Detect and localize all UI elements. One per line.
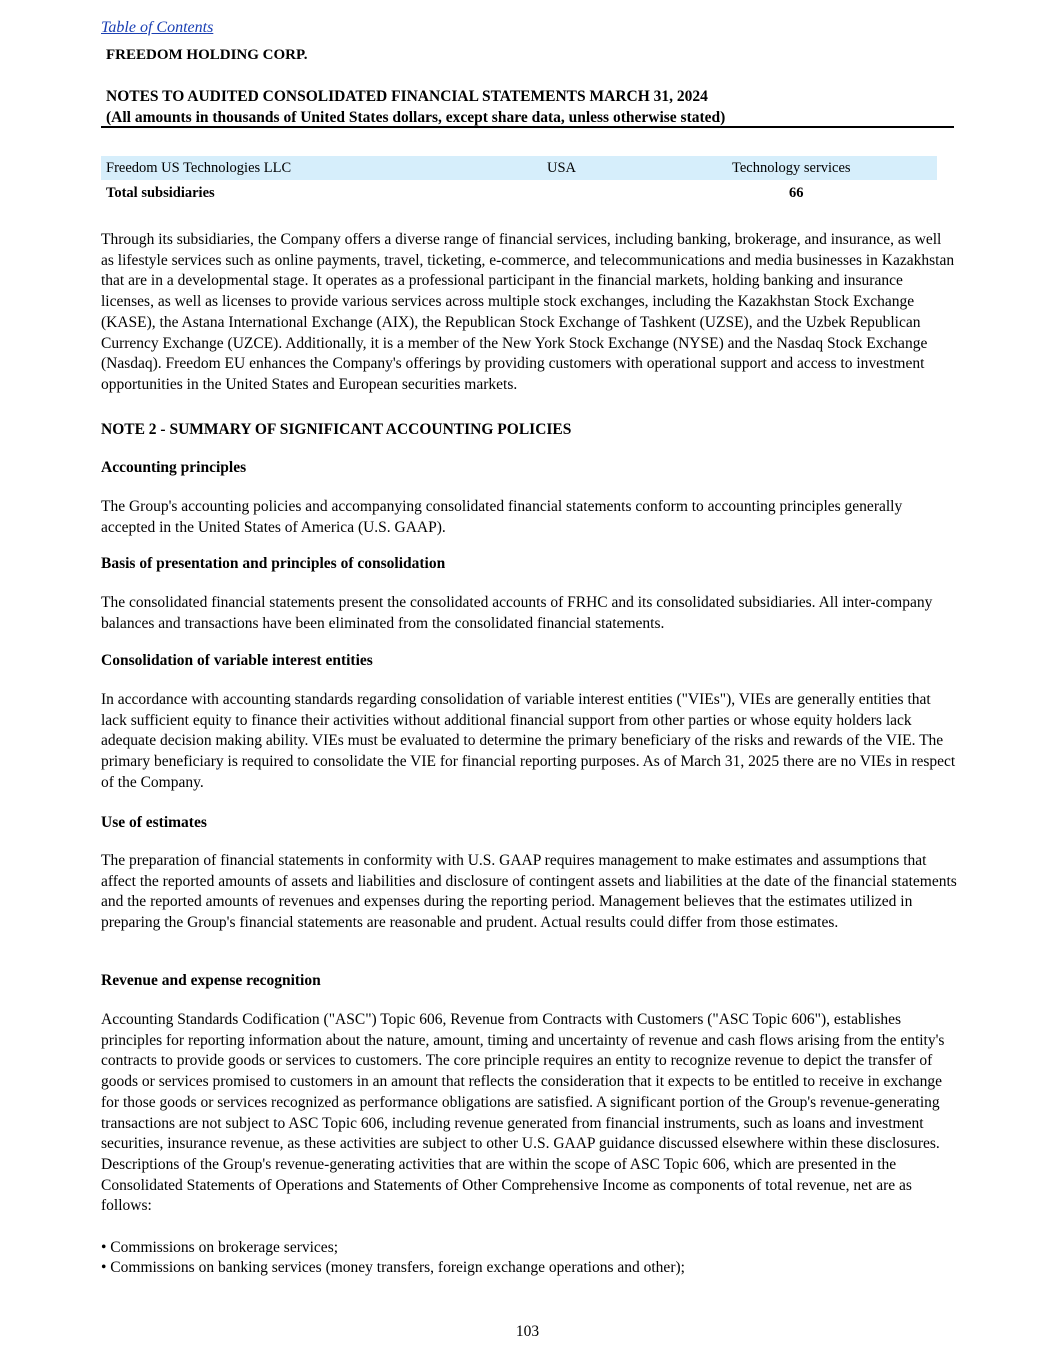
estimates-paragraph: The preparation of financial statements in conformity with U.S. GAAP requires management to make estimates and assumptions that affect the reported amounts of assets and liabilities and disclosure of contingent assets and liabilities at the date of the financial statements and the reported amounts of revenues and expenses during the reporting period. Management believes that the estimates utilized in preparing the Group's financial statements are reasonable and prudent. Actual results could differ from those estimates. xyxy=(101,852,957,932)
accounting-principles-heading: Accounting principles xyxy=(101,459,247,476)
bullet-item: • Commissions on banking services (money transfers, foreign exchange operations and other); xyxy=(101,1259,685,1276)
vie-heading: Consolidation of variable interest entities xyxy=(101,652,373,669)
table-row xyxy=(101,156,937,180)
total-value: 66 xyxy=(789,185,804,201)
notes-title-line1: NOTES TO AUDITED CONSOLIDATED FINANCIAL STATEMENTS MARCH 31, 2024 xyxy=(106,88,708,105)
company-name: FREEDOM HOLDING CORP. xyxy=(106,47,308,63)
revenue-paragraph: Accounting Standards Codification ("ASC") Topic 606, Revenue from Contracts with Customers ("ASC Topic 606"), establishes principles for reporting information about the nature, amount, timing and uncertainty of revenue and cash flows arising from the entity's contracts to provide goods or services to customers. The core principle requires an entity to recognize revenue to depict the transfer of goods or services promised to customers in an amount that reflects the consideration that it expects to be entitled to receive in exchange for those goods or services recognized as performance obligations are satisfied. A significant portion of the Group's revenue-generating transactions are not subject to ASC Topic 606, including revenue generated from financial instruments, such as loans and investment securities, insurance revenue, as these activities are subject to other U.S. GAAP guidance discussed elsewhere within these disclosures. Descriptions of the Group's revenue-generating activities that are within the scope of ASC Topic 606, which are presented in the Consolidated Statements of Operations and Statements of Other Comprehensive Income as components of total revenue, net are as follows: xyxy=(101,1011,945,1215)
subsidiary-country: USA xyxy=(547,160,577,176)
revenue-heading: Revenue and expense recognition xyxy=(101,972,321,989)
estimates-heading: Use of estimates xyxy=(101,814,207,831)
note2-heading: NOTE 2 - SUMMARY OF SIGNIFICANT ACCOUNTING POLICIES xyxy=(101,421,572,438)
subsidiary-activity: Technology services xyxy=(732,160,851,176)
table-total-row xyxy=(101,181,937,205)
accounting-principles-paragraph: The Group's accounting policies and accompanying consolidated financial statements conform to accounting principles generally accepted in the United States of America (U.S. GAAP). xyxy=(101,498,903,536)
notes-title-line2: (All amounts in thousands of United States dollars, except share data, unless otherwise stated) xyxy=(106,109,726,126)
notes-title xyxy=(106,86,725,128)
bullet-item: • Commissions on brokerage services; xyxy=(101,1239,339,1256)
vie-paragraph: In accordance with accounting standards regarding consolidation of variable interest entities ("VIEs"), VIEs are generally entities that lack sufficient equity to finance their activities without additional financial support from other parties or whose equity holders lack adequate decision making ability. VIEs must be evaluated to determine the primary beneficiary of the risks and rewards of the VIE. The primary beneficiary is required to consolidate the VIE for financial reporting purposes. As of March 31, 2025 there are no VIEs in respect of the Company. xyxy=(101,691,956,791)
intro-paragraph: Through its subsidiaries, the Company offers a diverse range of financial services, including banking, brokerage, and insurance, as well as lifestyle services such as online payments, travel, ticketing, e-commerce, and telecommunications and media businesses in Kazakhstan that are in a developmental stage. It operates as a professional participant in the financial markets, holding banking and insurance licenses, as well as licenses to provide various services across multiple stock exchanges, including the Kazakhstan Stock Exchange (KASE), the Astana International Exchange (AIX), the Republican Stock Exchange of Tashkent (UZSE), and the Uzbek Republican Currency Exchange (UZCE). Additionally, it is a member of the New York Stock Exchange (NYSE) and the Nasdaq Stock Exchange (Nasdaq). Freedom EU enhances the Company's offerings by providing customers with operational support and access to investment opportunities in the United States and European securities markets. xyxy=(101,231,955,393)
total-label: Total subsidiaries xyxy=(106,185,215,201)
basis-paragraph: The consolidated financial statements present the consolidated accounts of FRHC and its consolidated subsidiaries. All inter-company balances and transactions have been eliminated from the consolidated financial statements. xyxy=(101,594,933,632)
page-number: 103 xyxy=(515,1323,540,1340)
header-rule xyxy=(101,126,954,128)
basis-heading: Basis of presentation and principles of consolidation xyxy=(101,555,446,572)
subsidiary-name: Freedom US Technologies LLC xyxy=(106,160,292,176)
table-of-contents-link[interactable]: Table of Contents xyxy=(101,19,214,36)
